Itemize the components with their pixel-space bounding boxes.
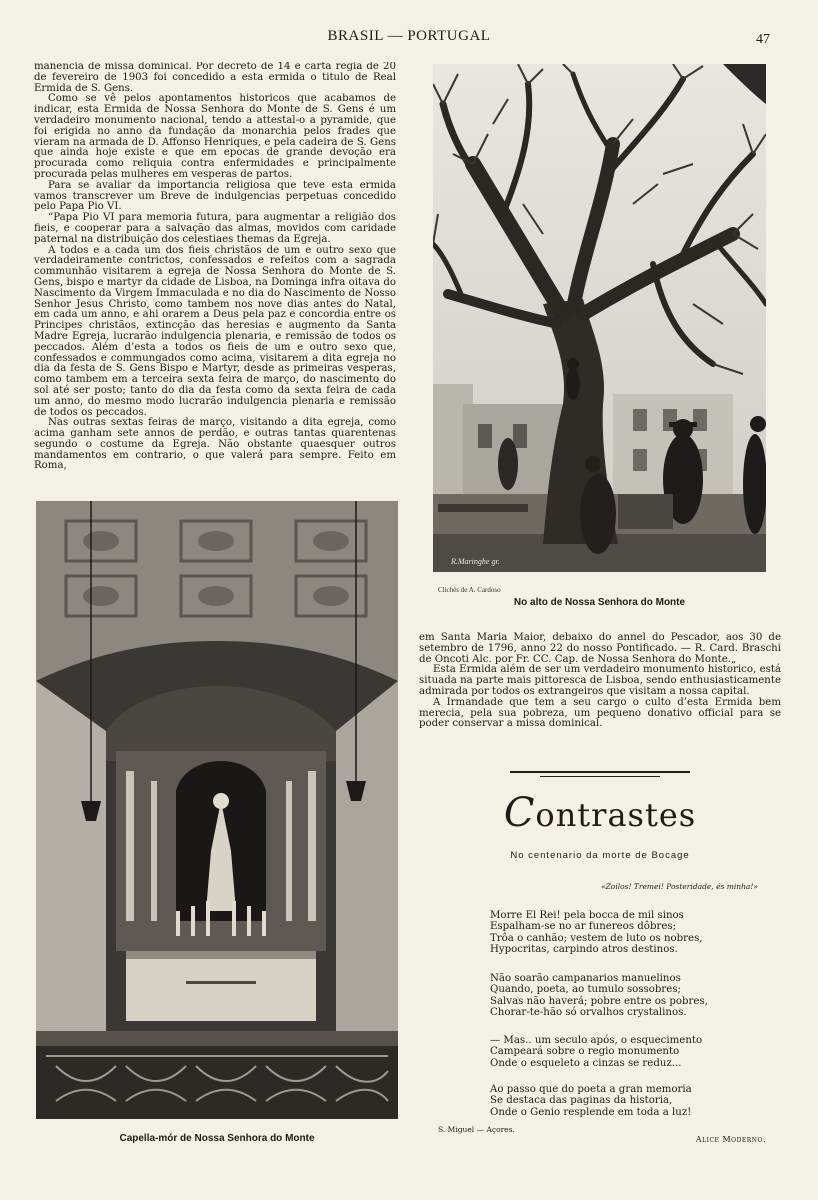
chapel-photograph [36,501,398,1119]
poem-line: Ao passo que do poeta a gran memoria [490,1084,692,1095]
section-divider [540,776,660,777]
engraver-signature: R.Maringhe gr. [451,557,500,566]
poem-line: Campeará sobre o regio monumento [490,1046,680,1058]
paragraph: A Irmandade que tem a seu cargo o culto d’esta Ermida bem merecia, pela sua pobreza, um pequeno donativo official para se poder conservar a missa dominical. [419,696,781,730]
poem-author: Alice Moderno. [695,1135,766,1144]
poem-line: — Mas.. um seculo após, o esquecimento [490,1035,703,1046]
poem-line: Se destaca das paginas da historia, [490,1095,673,1107]
paragraph: em Santa Maria Maior, debaixo do annel do Pescador, aos 30 de setembro de 1796, anno 22 do nosso Pontificado. — R. Card. Braschi de Oncoti Alc. por Fr. CC. Cap. de Nossa Senhora do Monte.„ [419,632,781,665]
poem-subtitle: No centenario da morte de Bocage [510,850,690,861]
poem-line: Salvas não haverá; pobre entre os pobres, [490,995,708,1007]
paragraph: Como se vê pelos apontamentos historicos que acabamos de indicar, esta Ermida de Nossa Senhora do Monte de S. Gens é um verdadeiro monumento nacional, tendo a attestal-o a pyramide, que foi erigida no anno da fundação da monarchia pelos frades que vieram na armada de D. Affonso Henriques, e pela cadeira de S. Gens que ainda hoje existe e que em epocas de grande devoção era procurada como reliquia contra enfermidades e principalmente procurada pelas mulheres em vesperas de partos. [34,93,396,180]
section-divider [510,771,690,773]
poem-title [419,790,781,836]
paragraph: Esta Ermida além de ser um verdadeiro monumento historico, está situada na parte mais pittoresca de Lisboa, sendo enthusiasticamente admirada por todos os extrangeiros que visitam a nossa capital. [419,664,781,697]
poem-line: Não soarão campanarios manuelinos [490,973,681,984]
tree-illustration [433,64,766,572]
paragraph: Para se avaliar da importancia religiosa que teve esta ermida vamos transcrever um Breve de indulgencias perpetuas concedido pelo Papa Pio VI. [34,179,396,213]
poem-title-rest: ontrastes [535,796,697,834]
poem-stanza [490,973,708,1019]
running-title: BRASIL — PORTUGAL [327,28,491,44]
poem-stanza [490,1035,702,1069]
poem-line: Quando, poeta, ao tumulo sossobres; [490,984,681,996]
tree-photo-caption: No alto de Nossa Senhora do Monte [513,597,686,608]
poem-epigraph: «Zoilos! Tremei! Posteridade, és minha!» [601,882,758,891]
paragraph: Nas outras sextas feiras de março, visitando a dita egreja, como acima ganham sete annos de perdão, e outras tantas quarentenas segundo o costume da Egreja. Não obstante quaesquer outros mandamentos em contrario, o que valerá para sempre. Feito em Roma, [34,417,396,472]
poem-stanza [490,910,703,956]
poem-line: Hypocritas, carpindo atros destinos. [490,944,678,956]
poem-line: Morre El Rei! pela bocca de mil sinos [490,910,684,921]
chapel-photo-caption: Capella-mór de Nossa Senhora do Monte [119,1133,315,1144]
poem-place: S. Miguel — Açores. [438,1125,515,1134]
page-header [0,28,818,50]
paragraph: “Papa Pio VI para memoria futura, para augmentar a religião dos fieis, e cooperar para a salvação das almas, movidos com caridade paternal na distribuição dos celestiaes themas da Egreja. [34,212,396,245]
poem-line: Chorar-te-hão só orvalhos crystalinos. [490,1007,687,1019]
poem-line: Onde o Genio resplende em toda a luz! [490,1106,692,1118]
photo-credit: Clichés de A. Cardoso [438,586,501,594]
left-column-text [34,62,396,498]
page-number: 47 [756,32,770,47]
poem-title-initial: C [503,790,536,836]
poem-stanza [490,1084,692,1118]
chapel-illustration [36,501,398,1119]
paragraph: A todos e a cada um dos fieis christãos de um e outro sexo que verdadeiramente contrictos, confessados e refeitos com a sagrada communhão visitarem a egreja de Nossa Senhora do Monte de S. Gens, bispo e martyr da cidade de Lisboa, na Dominga infra oitava do Nascimento da Virgem Immaculada e no dia do Nascimento de Nosso Senhor Jesus Christo, como tambem nos nove dias antes do Natal, em cada um anno, e ahi orarem a Deus pela paz e concordia entre os Principes christãos, extincção das heresias e augmento da Santa Madre Egreja, lucrarão indulgencia plenaria, e remissão de todos os peccados. Além d’esta a todos os fieis de um e outro sexo que, confessados e commungados como acima, visitarem a dita egreja no dia da festa de S. Gens Bispo e Martyr, desde as primeiras vesperas, como tambem em a terceira sexta feira de março, do nascimento do sol até ser posto; tanto do dia da festa como da sexta feira de cada um anno, do mesmo modo lucrarão indulgencia plenaria e remissão de todos os peccados. [34,244,396,418]
poem-line: Trôa o canhão; vestem de luto os nobres, [490,932,703,944]
poem-line: Espalham-se no ar funereos dôbres; [490,921,677,933]
paragraph: manencia de missa dominical. Por decreto de 14 e carta regia de 20 de fevereiro de 1903 foi concedido a esta ermida o titulo de Real Ermida de S. Gens. [34,62,396,94]
right-column-text [419,633,781,730]
poem-line: Onde o esqueleto a cinzas se reduz... [490,1057,682,1069]
tree-photograph [433,64,766,572]
